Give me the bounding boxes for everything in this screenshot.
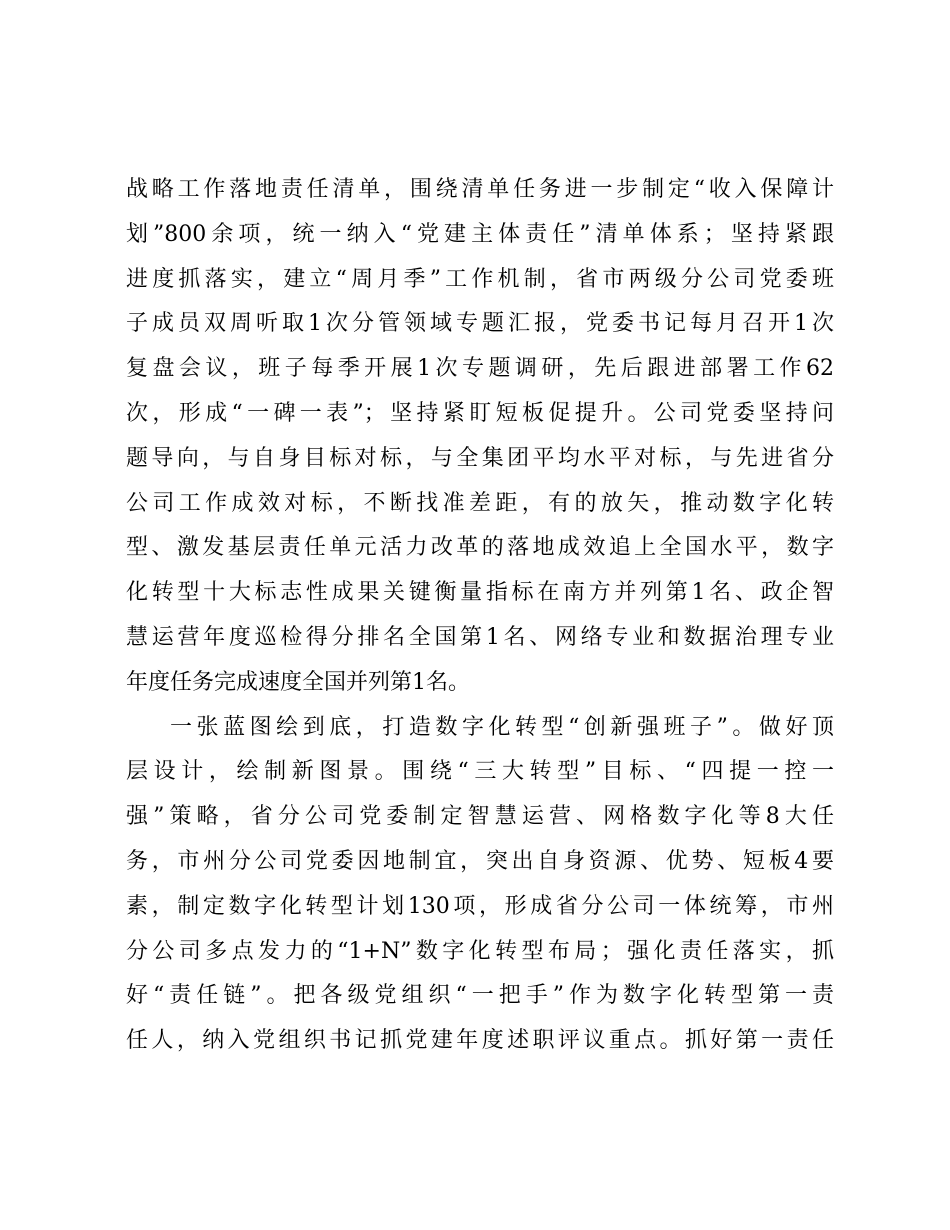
text-line: 务，市州分公司党委因地制宜，突出自身资源、优势、短板4要 [126, 848, 834, 874]
text-line: 好“责任链”。把各级党组织“一把手”作为数字化转型第一责 [126, 983, 834, 1009]
text-line: 强”策略，省分公司党委制定智慧运营、网格数字化等8大任 [126, 804, 834, 830]
text-line: 分公司多点发力的“1+N”数字化转型布局；强化责任落实，抓 [126, 938, 834, 964]
text-line: 素，制定数字化转型计划130项，形成省分公司一体统筹，市州 [126, 893, 834, 919]
text-line: 进度抓落实，建立“周月季”工作机制，省市两级分公司党委班 [126, 266, 834, 292]
text-line: 层设计，绘制新图景。围绕“三大转型”目标、“四提一控一 [126, 759, 834, 785]
text-line: 战略工作落地责任清单，围绕清单任务进一步制定“收入保障计 [126, 177, 834, 202]
text-line: 复盘会议，班子每季开展1次专题调研，先后跟进部署工作62 [126, 356, 834, 382]
text-line: 年度任务完成速度全国并列第1名。 [126, 669, 470, 695]
paragraph-2 [126, 706, 834, 1064]
document-body [126, 168, 834, 1064]
text-line: 划”800余项，统一纳入“党建主体责任”清单体系；坚持紧跟 [126, 221, 834, 247]
text-line: 题导向，与自身目标对标，与全集团平均水平对标，与先进省分 [126, 445, 834, 471]
text-line: 型、激发基层责任单元活力改革的落地成效追上全国水平，数字 [126, 535, 834, 561]
text-line: 公司工作成效对标，不断找准差距，有的放矢，推动数字化转 [126, 490, 834, 516]
text-line: 次，形成“一碑一表”；坚持紧盯短板促提升。公司党委坚持问 [126, 400, 834, 426]
text-line: 子成员双周听取1次分管领域专题汇报，党委书记每月召开1次 [126, 311, 834, 337]
text-line: 任人，纳入党组织书记抓党建年度述职评议重点。抓好第一责任 [126, 1028, 834, 1054]
paragraph-1 [126, 168, 834, 706]
text-line: 慧运营年度巡检得分排名全国第1名、网络专业和数据治理专业 [126, 624, 834, 650]
text-line: 一张蓝图绘到底，打造数字化转型“创新强班子”。做好顶 [170, 714, 834, 740]
text-line: 化转型十大标志性成果关键衡量指标在南方并列第1名、政企智 [126, 580, 834, 606]
